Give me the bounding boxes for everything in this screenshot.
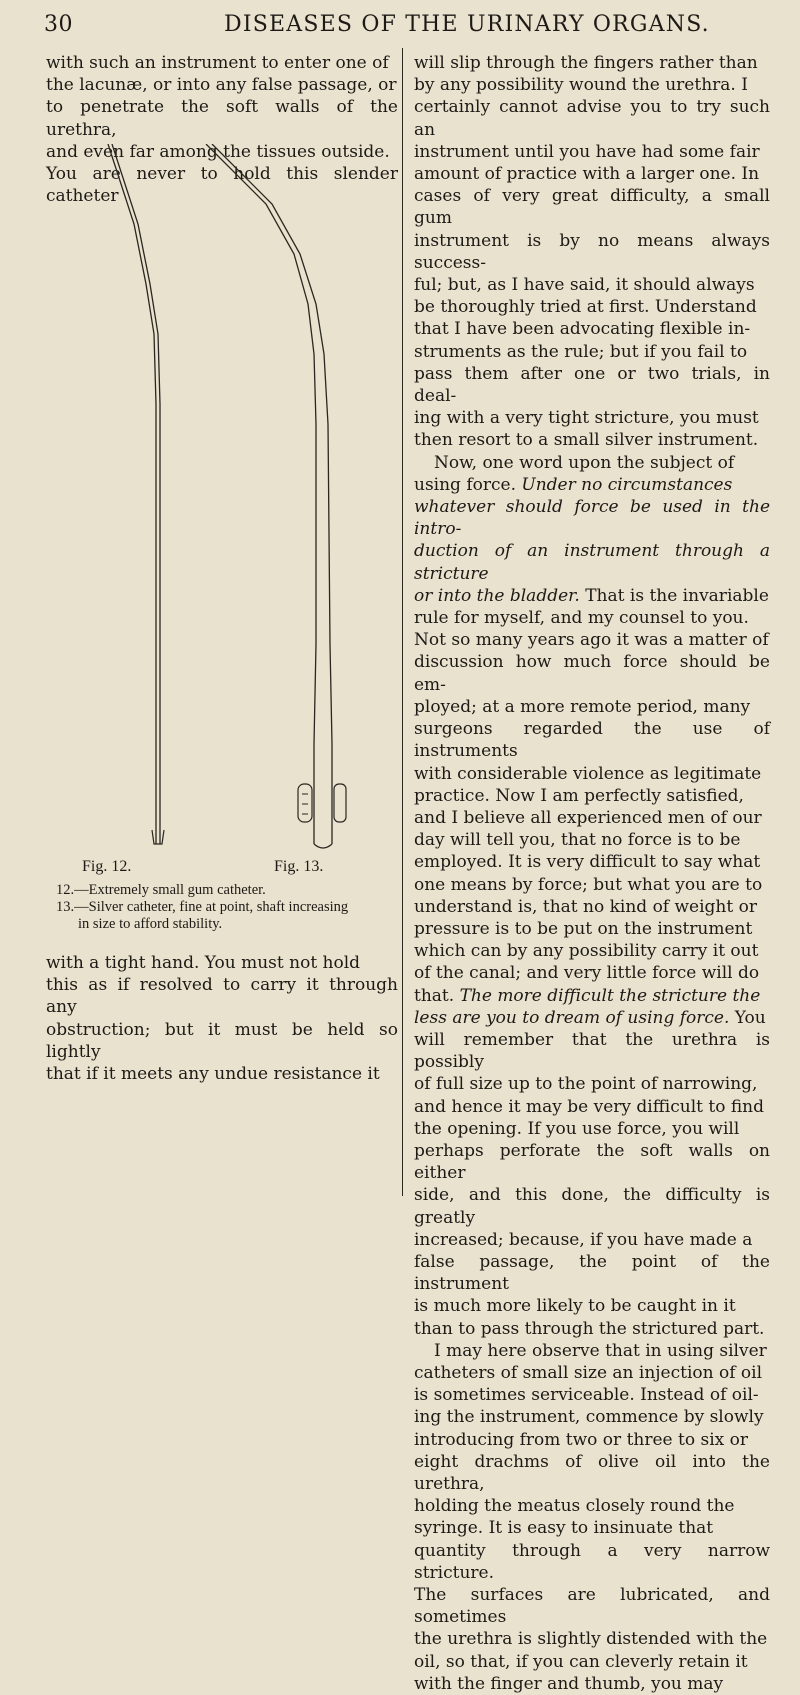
figure-12-label: Fig. 12. (82, 858, 132, 875)
text-line: then resort to a small silver instrument. (414, 430, 759, 451)
text-span: using force. (414, 474, 516, 495)
text-line: introducing from two or three to six or (414, 1429, 748, 1450)
text-line: catheters of small size an injection of oil (414, 1362, 763, 1383)
text-line: of full size up to the point of narrowing, (414, 1074, 758, 1095)
text-line: this as if resolved to carry it through any (46, 975, 398, 1018)
page-number: 30 (44, 12, 73, 37)
text-line: and I believe all experienced men of our (414, 807, 762, 828)
running-title: DISEASES OF THE URINARY ORGANS. (224, 12, 710, 37)
figure-13-label: Fig. 13. (274, 858, 324, 875)
text-line (414, 1007, 770, 1029)
text-line: practice. Now I am perfectly satisfied, (414, 785, 744, 806)
text-line: employed. It is very difficult to say what (414, 852, 761, 873)
text-line: will slip through the fingers rather than (414, 53, 758, 73)
text-line: of the canal; and very little force will do (414, 963, 760, 984)
text-line: is much more likely to be caught in it (414, 1296, 736, 1317)
page-header (44, 8, 768, 44)
text-line (414, 540, 770, 584)
text-line: I may here observe that in using silver (434, 1340, 767, 1361)
text-line: to penetrate the soft walls of the urethra, (46, 97, 398, 140)
text-line: that I have been advocating flexible in- (414, 319, 751, 340)
text-line: pressure is to be put on the instrument (414, 918, 753, 939)
text-line: pass them after one or two trials, in deal- (414, 363, 770, 407)
text-line: Not so many years ago it was a matter of (414, 630, 769, 651)
text-line (414, 585, 770, 607)
text-line: one means by force; but what you are to (414, 874, 763, 895)
text-line: than to pass through the strictured part. (414, 1318, 765, 1339)
caption-fig-13-line1: 13.—Silver catheter, fine at point, shaft increasing (56, 899, 349, 915)
text-line: side, and this done, the difficulty is greatly (414, 1185, 770, 1228)
text-line: cases of very great difficulty, a small gum (414, 186, 770, 229)
text-line: syringe. It is easy to insinuate that (414, 1518, 714, 1539)
right-column (414, 52, 770, 1695)
text-line: and hence it may be very difficult to find (414, 1096, 765, 1117)
text-line: increased; because, if you have made a (414, 1229, 753, 1250)
text-line: with considerable violence as legitimate (414, 763, 762, 784)
text-line: surgeons regarded the use of instruments (414, 719, 770, 762)
italic-span: or into the bladder. (414, 585, 580, 606)
text-line: is sometimes serviceable. Instead of oil- (414, 1385, 759, 1406)
text-span: You (734, 1007, 766, 1028)
text-line: holding the meatus closely round the (414, 1496, 735, 1517)
left-column-bottom (46, 952, 398, 1085)
text-line: and even far among the tissues outside. (46, 141, 390, 162)
italic-span: Under no circumstances (521, 474, 733, 495)
text-line: ful; but, as I have said, it should always (414, 275, 755, 296)
caption-fig-13-line2: in size to afford stability. (78, 916, 223, 932)
text-line: rule for myself, and my counsel to you. (414, 608, 749, 629)
text-line: false passage, the point of the instrument (414, 1251, 770, 1295)
text-line: eight drachms of olive oil into the urethra, (414, 1451, 770, 1494)
text-line: Now, one word upon the subject of (434, 452, 735, 473)
text-line: that if it meets any undue resistance it (46, 1064, 380, 1085)
figure-labels (46, 858, 386, 880)
gum-catheter-drawing (108, 144, 164, 844)
text-span: that. (414, 985, 455, 1006)
text-line: be thoroughly tried at first. Understand (414, 297, 757, 318)
text-line (414, 496, 770, 540)
text-line: with a tight hand. You must not hold (46, 953, 361, 973)
catheter-illustration (46, 144, 386, 856)
text-line: perhaps perforate the soft walls on either (414, 1140, 770, 1184)
text-line: ing with a very tight stricture, you must (414, 408, 759, 429)
text-line (414, 474, 770, 496)
text-line: instrument is by no means always success- (414, 230, 770, 273)
italic-span: duction of an instrument through a stricture (414, 541, 770, 584)
catheter-figure (46, 144, 386, 856)
text-line: the lacunæ, or into any false passage, or (46, 75, 397, 96)
text-line: discussion how much force should be em- (414, 652, 770, 695)
text-line: obstruction; but it must be held so lightly (46, 1019, 398, 1062)
text-line: certainly cannot advise you to try such an (414, 97, 770, 140)
text-line: the opening. If you use force, you will (414, 1118, 740, 1139)
text-line: day will tell you, that no force is to be (414, 830, 741, 851)
column-divider (402, 48, 403, 1196)
text-line: quantity through a very narrow stricture. (414, 1540, 770, 1583)
text-line: with the finger and thumb, you may (414, 1673, 724, 1694)
italic-span: less are you to dream of using force. (414, 1007, 730, 1028)
text-line (414, 985, 770, 1007)
text-line: struments as the rule; but if you fail to (414, 341, 748, 362)
text-span: That is the invariable (585, 585, 769, 606)
text-line: ployed; at a more remote period, many (414, 696, 751, 717)
text-line: instrument until you have had some fair (414, 141, 760, 162)
text-line: The surfaces are lubricated, and sometimes (414, 1585, 770, 1628)
text-line: You are never to hold this slender catheter (46, 164, 398, 207)
text-line: with such an instrument to enter one of (46, 53, 389, 73)
text-line: which can by any possibility carry it out (414, 941, 759, 962)
text-line: will remember that the urethra is possibly (414, 1029, 770, 1073)
text-line: amount of practice with a larger one. In (414, 164, 760, 185)
text-line: the urethra is slightly distended with the (414, 1629, 768, 1650)
text-line: ing the instrument, commence by slowly (414, 1407, 764, 1428)
italic-span: whatever should force be used in the intro- (414, 497, 770, 540)
italic-span: The more difficult the stricture the (459, 985, 761, 1006)
figure-captions (56, 882, 396, 933)
text-line: oil, so that, if you can cleverly retain it (414, 1651, 748, 1672)
silver-catheter-drawing (206, 144, 346, 848)
text-line: understand is, that no kind of weight or (414, 896, 757, 917)
caption-fig-12: 12.—Extremely small gum catheter. (56, 882, 266, 898)
text-line: by any possibility wound the urethra. I (414, 75, 748, 96)
